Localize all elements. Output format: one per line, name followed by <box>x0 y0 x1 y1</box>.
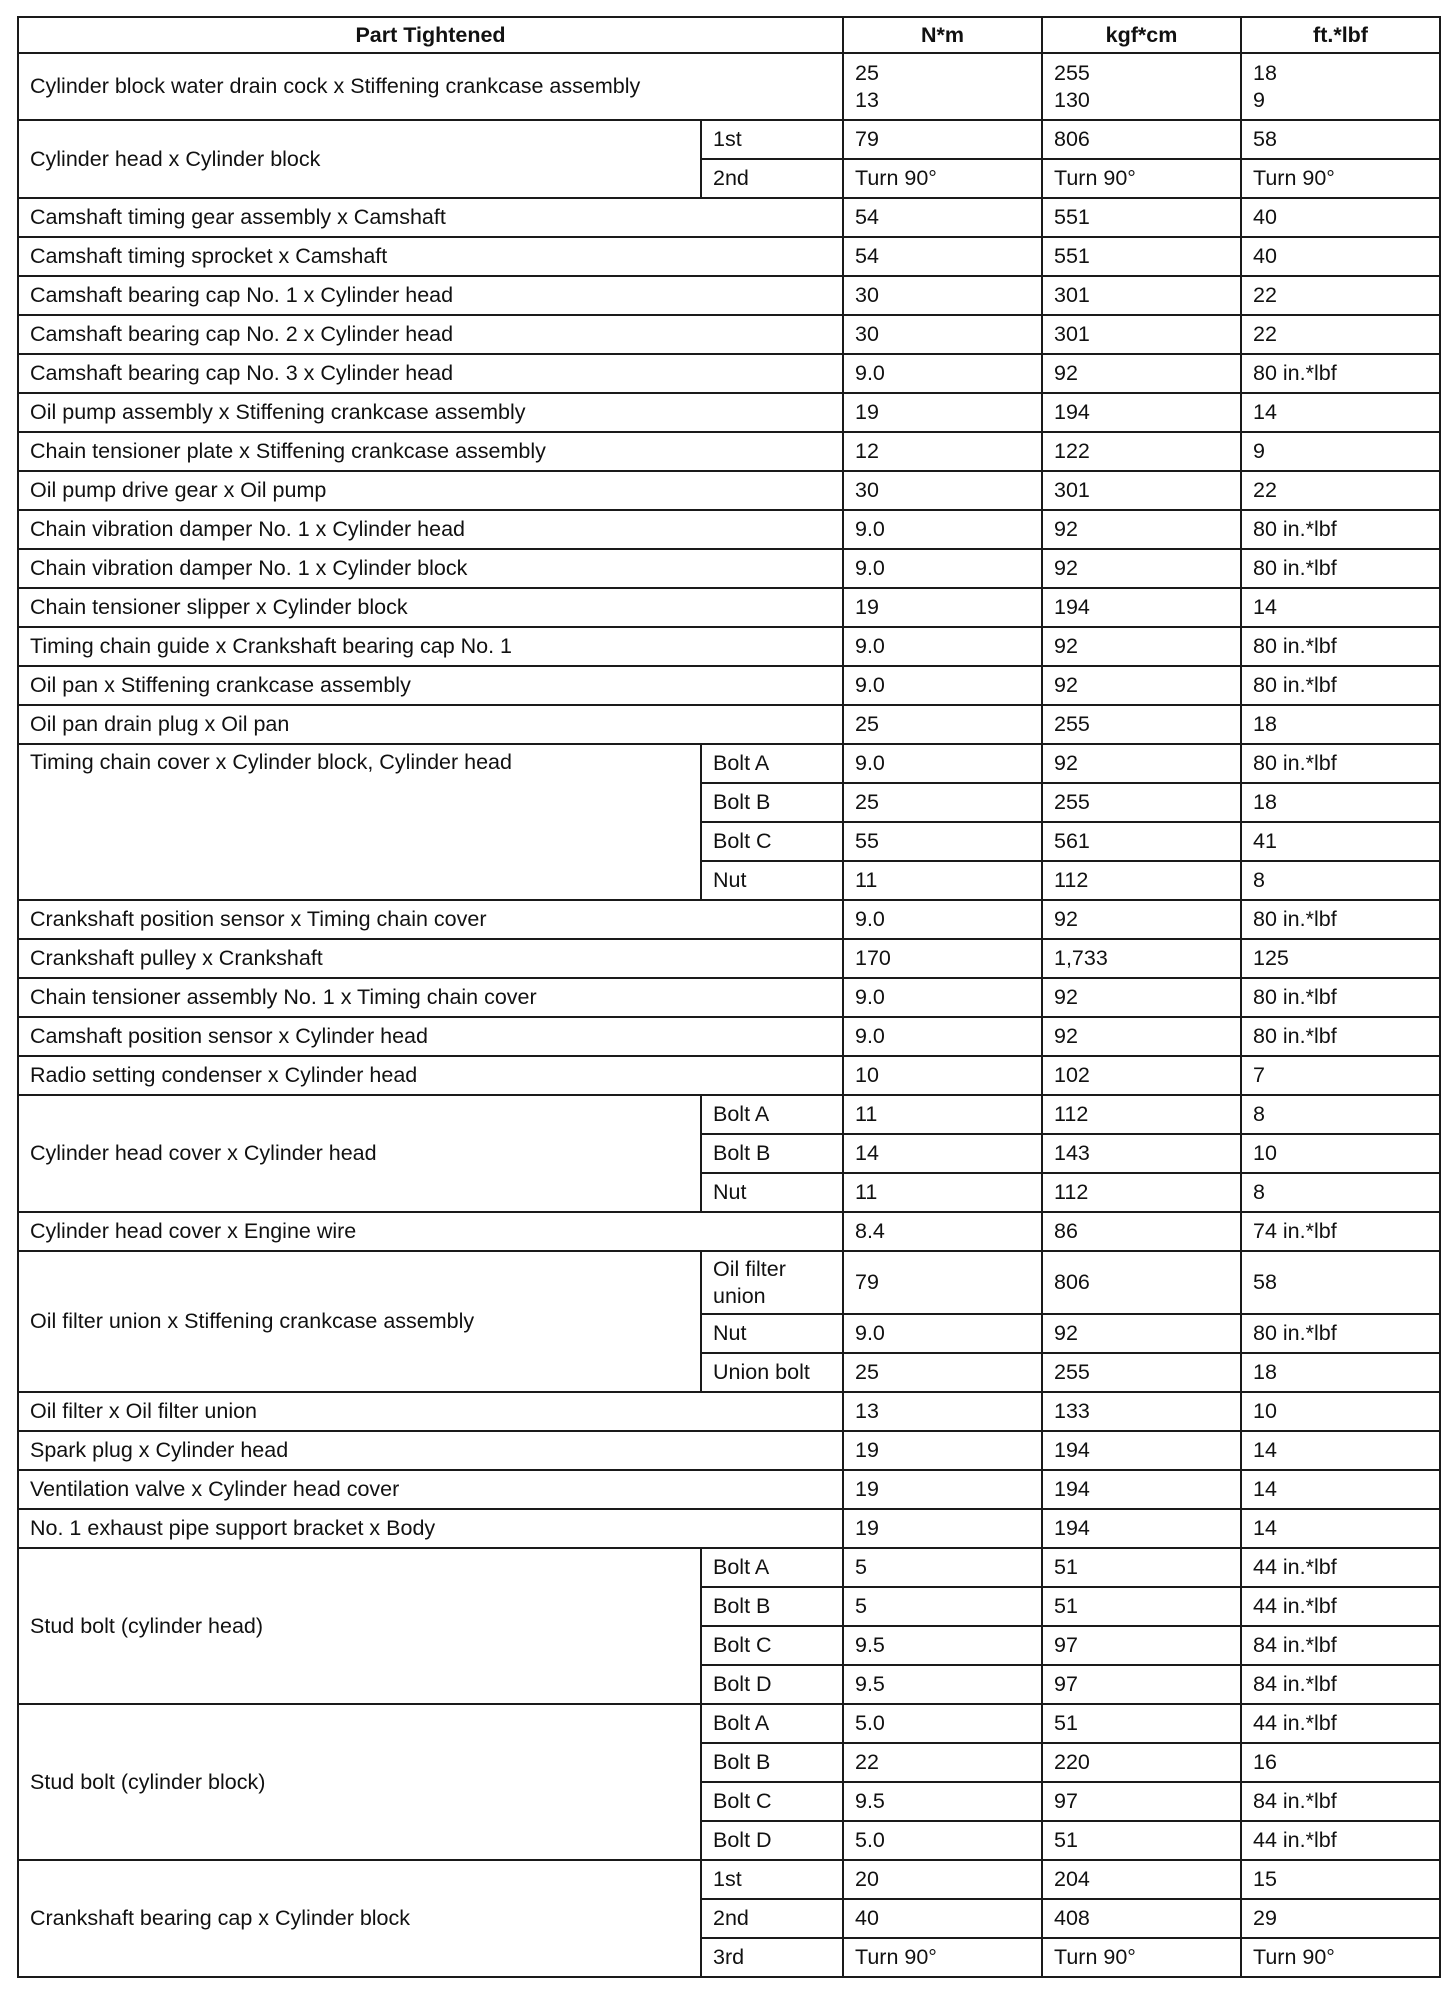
table-row <box>18 237 1440 276</box>
value-cell-ft: 15 <box>1241 1860 1440 1899</box>
value-cell-ft: 41 <box>1241 822 1440 861</box>
value-cell-nm: 19 <box>843 1431 1042 1470</box>
value-cell-ft: 80 in.*lbf <box>1241 666 1440 705</box>
value-cell-kgf: 92 <box>1042 978 1241 1017</box>
value-cell-nm: 9.0 <box>843 978 1042 1017</box>
table-row <box>18 1509 1440 1548</box>
value-cell-nm: 25 13 <box>843 53 1042 120</box>
value-cell-ft: 18 9 <box>1241 53 1440 120</box>
table-row <box>18 705 1440 744</box>
value-cell-kgf: 92 <box>1042 744 1241 783</box>
value-cell-kgf: 97 <box>1042 1626 1241 1665</box>
sub-label-cell: Bolt C <box>701 1626 843 1665</box>
value-cell-ft: 44 in.*lbf <box>1241 1704 1440 1743</box>
value-cell-ft: 14 <box>1241 1509 1440 1548</box>
part-cell: No. 1 exhaust pipe support bracket x Body <box>18 1509 843 1548</box>
table-header-row <box>18 17 1440 53</box>
part-cell: Camshaft timing sprocket x Camshaft <box>18 237 843 276</box>
value-cell-kgf: 255 <box>1042 705 1241 744</box>
sub-label-cell: Nut <box>701 861 843 900</box>
value-cell-nm: 10 <box>843 1056 1042 1095</box>
header-kgf-cm: kgf*cm <box>1042 17 1241 53</box>
table-row <box>18 1431 1440 1470</box>
value-cell-kgf: 806 <box>1042 120 1241 159</box>
value-cell-ft: 29 <box>1241 1899 1440 1938</box>
part-cell: Chain vibration damper No. 1 x Cylinder head <box>18 510 843 549</box>
value-cell-ft: 80 in.*lbf <box>1241 627 1440 666</box>
value-cell-kgf: 194 <box>1042 1431 1241 1470</box>
part-cell: Crankshaft pulley x Crankshaft <box>18 939 843 978</box>
sub-label-cell: Union bolt <box>701 1353 843 1392</box>
part-cell: Timing chain cover x Cylinder block, Cylinder head <box>18 744 701 900</box>
sub-label-cell: Bolt C <box>701 822 843 861</box>
table-row <box>18 939 1440 978</box>
part-cell: Chain tensioner plate x Stiffening crankcase assembly <box>18 432 843 471</box>
value-cell-ft: 14 <box>1241 1431 1440 1470</box>
value-cell-ft: 22 <box>1241 471 1440 510</box>
value-cell-nm: 12 <box>843 432 1042 471</box>
value-cell-nm: 79 <box>843 1251 1042 1314</box>
sub-label-cell: Bolt A <box>701 744 843 783</box>
value-cell-kgf: 92 <box>1042 510 1241 549</box>
value-cell-kgf: 92 <box>1042 900 1241 939</box>
value-cell-nm: 11 <box>843 1095 1042 1134</box>
value-cell-ft: 10 <box>1241 1392 1440 1431</box>
sub-label-cell: Bolt B <box>701 1743 843 1782</box>
value-cell-ft: 44 in.*lbf <box>1241 1548 1440 1587</box>
table-row <box>18 1056 1440 1095</box>
value-cell-nm: 11 <box>843 861 1042 900</box>
value-cell-kgf: 92 <box>1042 666 1241 705</box>
value-cell-kgf: 122 <box>1042 432 1241 471</box>
table-row <box>18 1704 1440 1743</box>
sub-label-cell: Oil filter union <box>701 1251 843 1314</box>
value-cell-nm: Turn 90° <box>843 1938 1042 1977</box>
table-row <box>18 510 1440 549</box>
table-row <box>18 198 1440 237</box>
part-cell: Oil filter union x Stiffening crankcase assembly <box>18 1251 701 1392</box>
sub-label-cell: 1st <box>701 1860 843 1899</box>
value-cell-nm: 54 <box>843 237 1042 276</box>
table-body <box>18 53 1440 1977</box>
value-cell-nm: 19 <box>843 1470 1042 1509</box>
value-cell-nm: 9.0 <box>843 900 1042 939</box>
value-cell-nm: 19 <box>843 588 1042 627</box>
value-cell-nm: 11 <box>843 1173 1042 1212</box>
sub-label-cell: 2nd <box>701 159 843 198</box>
table-row <box>18 276 1440 315</box>
part-cell: Cylinder head x Cylinder block <box>18 120 701 198</box>
value-cell-nm: 170 <box>843 939 1042 978</box>
value-cell-kgf: 92 <box>1042 1017 1241 1056</box>
value-cell-nm: 19 <box>843 1509 1042 1548</box>
value-cell-kgf: 551 <box>1042 198 1241 237</box>
value-cell-kgf: 301 <box>1042 315 1241 354</box>
header-nm: N*m <box>843 17 1042 53</box>
value-cell-ft: 84 in.*lbf <box>1241 1782 1440 1821</box>
value-cell-nm: 5.0 <box>843 1704 1042 1743</box>
part-cell: Oil pump assembly x Stiffening crankcase assembly <box>18 393 843 432</box>
value-cell-kgf: Turn 90° <box>1042 159 1241 198</box>
value-cell-nm: 13 <box>843 1392 1042 1431</box>
value-cell-nm: 14 <box>843 1134 1042 1173</box>
value-cell-kgf: 301 <box>1042 471 1241 510</box>
part-cell: Cylinder head cover x Cylinder head <box>18 1095 701 1212</box>
value-cell-kgf: 51 <box>1042 1548 1241 1587</box>
table-row <box>18 1392 1440 1431</box>
value-cell-kgf: 194 <box>1042 393 1241 432</box>
value-cell-nm: 30 <box>843 471 1042 510</box>
sub-label-cell: 3rd <box>701 1938 843 1977</box>
table-row <box>18 471 1440 510</box>
value-cell-kgf: 112 <box>1042 1173 1241 1212</box>
value-cell-ft: 84 in.*lbf <box>1241 1626 1440 1665</box>
value-cell-kgf: 51 <box>1042 1704 1241 1743</box>
value-cell-ft: 22 <box>1241 276 1440 315</box>
torque-specification-table <box>17 16 1441 1978</box>
value-cell-ft: 80 in.*lbf <box>1241 1314 1440 1353</box>
value-cell-kgf: 255 130 <box>1042 53 1241 120</box>
table-row <box>18 744 1440 783</box>
value-cell-ft: 40 <box>1241 198 1440 237</box>
header-ft-lbf: ft.*lbf <box>1241 17 1440 53</box>
table-row <box>18 1860 1440 1899</box>
part-cell: Crankshaft position sensor x Timing chain cover <box>18 900 843 939</box>
table-row <box>18 1212 1440 1251</box>
value-cell-kgf: 97 <box>1042 1782 1241 1821</box>
value-cell-nm: 25 <box>843 1353 1042 1392</box>
part-cell: Camshaft bearing cap No. 1 x Cylinder head <box>18 276 843 315</box>
value-cell-ft: 16 <box>1241 1743 1440 1782</box>
value-cell-kgf: 806 <box>1042 1251 1241 1314</box>
value-cell-nm: 8.4 <box>843 1212 1042 1251</box>
sub-label-cell: Bolt D <box>701 1821 843 1860</box>
sub-label-cell: Bolt A <box>701 1548 843 1587</box>
value-cell-nm: 9.0 <box>843 744 1042 783</box>
part-cell: Oil pump drive gear x Oil pump <box>18 471 843 510</box>
sub-label-cell: Bolt A <box>701 1095 843 1134</box>
value-cell-nm: 9.0 <box>843 549 1042 588</box>
table-row <box>18 393 1440 432</box>
value-cell-kgf: 408 <box>1042 1899 1241 1938</box>
part-cell: Crankshaft bearing cap x Cylinder block <box>18 1860 701 1977</box>
value-cell-ft: 8 <box>1241 1173 1440 1212</box>
value-cell-ft: Turn 90° <box>1241 159 1440 198</box>
sub-label-cell: 1st <box>701 120 843 159</box>
value-cell-kgf: 561 <box>1042 822 1241 861</box>
value-cell-nm: 9.5 <box>843 1665 1042 1704</box>
value-cell-nm: 25 <box>843 783 1042 822</box>
part-cell: Camshaft bearing cap No. 2 x Cylinder head <box>18 315 843 354</box>
value-cell-kgf: 92 <box>1042 549 1241 588</box>
part-cell: Chain vibration damper No. 1 x Cylinder block <box>18 549 843 588</box>
header-part-tightened: Part Tightened <box>18 17 843 53</box>
part-cell: Chain tensioner assembly No. 1 x Timing chain cover <box>18 978 843 1017</box>
part-cell: Cylinder block water drain cock x Stiffening crankcase assembly <box>18 53 843 120</box>
value-cell-kgf: 255 <box>1042 783 1241 822</box>
part-cell: Ventilation valve x Cylinder head cover <box>18 1470 843 1509</box>
value-cell-nm: 22 <box>843 1743 1042 1782</box>
value-cell-ft: Turn 90° <box>1241 1938 1440 1977</box>
value-cell-ft: 18 <box>1241 705 1440 744</box>
value-cell-nm: 19 <box>843 393 1042 432</box>
table-row <box>18 900 1440 939</box>
value-cell-nm: 9.5 <box>843 1782 1042 1821</box>
value-cell-ft: 84 in.*lbf <box>1241 1665 1440 1704</box>
value-cell-kgf: 255 <box>1042 1353 1241 1392</box>
value-cell-kgf: Turn 90° <box>1042 1938 1241 1977</box>
value-cell-kgf: 92 <box>1042 1314 1241 1353</box>
value-cell-kgf: 86 <box>1042 1212 1241 1251</box>
value-cell-kgf: 102 <box>1042 1056 1241 1095</box>
value-cell-kgf: 204 <box>1042 1860 1241 1899</box>
part-cell: Timing chain guide x Crankshaft bearing cap No. 1 <box>18 627 843 666</box>
sub-label-cell: Bolt A <box>701 1704 843 1743</box>
value-cell-ft: 80 in.*lbf <box>1241 1017 1440 1056</box>
value-cell-ft: 125 <box>1241 939 1440 978</box>
value-cell-ft: 14 <box>1241 588 1440 627</box>
table-row <box>18 354 1440 393</box>
sub-label-cell: Bolt B <box>701 783 843 822</box>
value-cell-kgf: 133 <box>1042 1392 1241 1431</box>
value-cell-nm: 9.0 <box>843 1017 1042 1056</box>
part-cell: Stud bolt (cylinder block) <box>18 1704 701 1860</box>
value-cell-ft: 8 <box>1241 861 1440 900</box>
table-row <box>18 588 1440 627</box>
value-cell-nm: 9.5 <box>843 1626 1042 1665</box>
table-row <box>18 1095 1440 1134</box>
value-cell-nm: 30 <box>843 315 1042 354</box>
part-cell: Camshaft position sensor x Cylinder head <box>18 1017 843 1056</box>
value-cell-nm: 79 <box>843 120 1042 159</box>
sub-label-cell: 2nd <box>701 1899 843 1938</box>
value-cell-kgf: 194 <box>1042 1509 1241 1548</box>
sub-label-cell: Bolt B <box>701 1587 843 1626</box>
value-cell-kgf: 220 <box>1042 1743 1241 1782</box>
sub-label-cell: Bolt D <box>701 1665 843 1704</box>
value-cell-nm: 40 <box>843 1899 1042 1938</box>
value-cell-kgf: 51 <box>1042 1821 1241 1860</box>
table-row <box>18 432 1440 471</box>
part-cell: Spark plug x Cylinder head <box>18 1431 843 1470</box>
value-cell-ft: 44 in.*lbf <box>1241 1587 1440 1626</box>
value-cell-kgf: 194 <box>1042 1470 1241 1509</box>
table-row <box>18 1017 1440 1056</box>
value-cell-ft: 80 in.*lbf <box>1241 510 1440 549</box>
value-cell-nm: 5 <box>843 1548 1042 1587</box>
table-row <box>18 549 1440 588</box>
value-cell-nm: Turn 90° <box>843 159 1042 198</box>
value-cell-kgf: 92 <box>1042 627 1241 666</box>
value-cell-kgf: 301 <box>1042 276 1241 315</box>
table-row <box>18 627 1440 666</box>
value-cell-nm: 30 <box>843 276 1042 315</box>
value-cell-kgf: 51 <box>1042 1587 1241 1626</box>
value-cell-kgf: 92 <box>1042 354 1241 393</box>
value-cell-ft: 80 in.*lbf <box>1241 900 1440 939</box>
value-cell-ft: 18 <box>1241 1353 1440 1392</box>
value-cell-ft: 80 in.*lbf <box>1241 744 1440 783</box>
part-cell: Cylinder head cover x Engine wire <box>18 1212 843 1251</box>
value-cell-nm: 9.0 <box>843 510 1042 549</box>
value-cell-ft: 8 <box>1241 1095 1440 1134</box>
value-cell-ft: 7 <box>1241 1056 1440 1095</box>
value-cell-ft: 58 <box>1241 120 1440 159</box>
value-cell-nm: 5.0 <box>843 1821 1042 1860</box>
table-row <box>18 1470 1440 1509</box>
value-cell-nm: 9.0 <box>843 627 1042 666</box>
sub-label-cell: Bolt C <box>701 1782 843 1821</box>
table-row <box>18 666 1440 705</box>
value-cell-nm: 9.0 <box>843 1314 1042 1353</box>
value-cell-ft: 22 <box>1241 315 1440 354</box>
value-cell-nm: 5 <box>843 1587 1042 1626</box>
part-cell: Radio setting condenser x Cylinder head <box>18 1056 843 1095</box>
value-cell-kgf: 194 <box>1042 588 1241 627</box>
value-cell-kgf: 143 <box>1042 1134 1241 1173</box>
value-cell-nm: 54 <box>843 198 1042 237</box>
table-row <box>18 315 1440 354</box>
value-cell-ft: 14 <box>1241 393 1440 432</box>
table-row <box>18 1548 1440 1587</box>
value-cell-nm: 25 <box>843 705 1042 744</box>
sub-label-cell: Nut <box>701 1173 843 1212</box>
torque-spec-document <box>17 16 1439 1978</box>
sub-label-cell: Bolt B <box>701 1134 843 1173</box>
part-cell: Camshaft timing gear assembly x Camshaft <box>18 198 843 237</box>
value-cell-ft: 40 <box>1241 237 1440 276</box>
value-cell-ft: 80 in.*lbf <box>1241 978 1440 1017</box>
part-cell: Camshaft bearing cap No. 3 x Cylinder head <box>18 354 843 393</box>
table-row <box>18 53 1440 120</box>
value-cell-ft: 80 in.*lbf <box>1241 549 1440 588</box>
part-cell: Oil pan x Stiffening crankcase assembly <box>18 666 843 705</box>
value-cell-ft: 74 in.*lbf <box>1241 1212 1440 1251</box>
part-cell: Oil pan drain plug x Oil pan <box>18 705 843 744</box>
table-row <box>18 1251 1440 1314</box>
value-cell-kgf: 112 <box>1042 1095 1241 1134</box>
table-row <box>18 120 1440 159</box>
sub-label-cell: Nut <box>701 1314 843 1353</box>
value-cell-kgf: 112 <box>1042 861 1241 900</box>
value-cell-ft: 18 <box>1241 783 1440 822</box>
value-cell-nm: 9.0 <box>843 666 1042 705</box>
value-cell-kgf: 551 <box>1042 237 1241 276</box>
value-cell-kgf: 97 <box>1042 1665 1241 1704</box>
part-cell: Chain tensioner slipper x Cylinder block <box>18 588 843 627</box>
value-cell-ft: 14 <box>1241 1470 1440 1509</box>
value-cell-nm: 55 <box>843 822 1042 861</box>
value-cell-nm: 9.0 <box>843 354 1042 393</box>
value-cell-ft: 58 <box>1241 1251 1440 1314</box>
value-cell-nm: 20 <box>843 1860 1042 1899</box>
value-cell-ft: 44 in.*lbf <box>1241 1821 1440 1860</box>
table-row <box>18 978 1440 1017</box>
part-cell: Oil filter x Oil filter union <box>18 1392 843 1431</box>
part-cell: Stud bolt (cylinder head) <box>18 1548 701 1704</box>
value-cell-ft: 80 in.*lbf <box>1241 354 1440 393</box>
value-cell-ft: 9 <box>1241 432 1440 471</box>
value-cell-ft: 10 <box>1241 1134 1440 1173</box>
value-cell-kgf: 1,733 <box>1042 939 1241 978</box>
